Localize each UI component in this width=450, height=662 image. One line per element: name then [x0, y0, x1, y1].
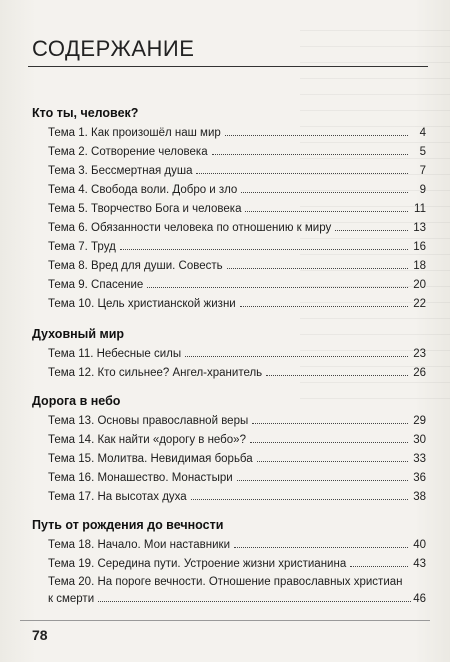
toc-entry-page: 40: [413, 539, 426, 551]
toc-entry-page: 4: [419, 127, 426, 139]
toc-entry-label: Тема 14. Как найти «дорогу в небо»?: [48, 434, 246, 446]
leader-dots: [250, 433, 408, 443]
toc-entry[interactable]: [48, 145, 426, 163]
toc-entry-label: Тема 11. Небесные силы: [48, 348, 182, 360]
toc-entry-page: 16: [413, 241, 426, 253]
toc-entry-label: Тема 10. Цель христианской жизни: [48, 298, 236, 310]
leader-dots: [147, 278, 408, 288]
toc-entry-label: Тема 1. Как произошёл наш мир: [48, 127, 221, 139]
leader-dots: [237, 471, 408, 481]
toc-entry-page: 7: [419, 165, 426, 177]
section-heading: Дорога в небо: [32, 394, 121, 408]
toc-entry-page: 13: [413, 222, 426, 234]
leader-dots: [212, 145, 408, 155]
toc-entry[interactable]: [48, 366, 426, 384]
toc-entry[interactable]: [48, 202, 426, 220]
toc-entry-label: Тема 13. Основы православной веры: [48, 415, 249, 427]
footer-divider: [20, 620, 430, 621]
toc-entry-page: 11: [414, 203, 426, 215]
toc-entry[interactable]: [48, 259, 426, 277]
toc-entry-label: Тема 3. Бессмертная душа: [48, 165, 193, 177]
leader-dots: [225, 126, 408, 136]
toc-entry[interactable]: [48, 557, 426, 575]
leader-dots: [227, 259, 408, 269]
toc-entry-label: Тема 7. Труд: [48, 241, 116, 253]
toc-entry[interactable]: [48, 221, 426, 239]
page-number: 78: [32, 627, 48, 643]
toc-entry-label: Тема 9. Спасение: [48, 279, 144, 291]
toc-entry-page: 36: [413, 472, 426, 484]
section-heading: Кто ты, человек?: [32, 106, 139, 120]
toc-entry-page: 30: [413, 434, 426, 446]
section-heading: Духовный мир: [32, 327, 125, 341]
leader-dots: [191, 490, 408, 500]
toc-entry-label: Тема 19. Середина пути. Устроение жизни христианина: [48, 558, 347, 570]
leader-dots: [245, 202, 408, 212]
toc-entry-label: Тема 5. Творчество Бога и человека: [48, 203, 242, 215]
toc-entry-page: 26: [413, 367, 426, 379]
toc-entry-label: Тема 8. Вред для души. Совесть: [48, 260, 223, 272]
toc-entry-page: 23: [413, 348, 426, 360]
toc-entry-label-continuation: к смерти: [48, 593, 95, 605]
leader-dots: [241, 183, 408, 193]
toc-entry-page: 46: [413, 593, 426, 605]
toc-entry[interactable]: [48, 471, 426, 489]
leader-dots: [120, 240, 408, 250]
section-heading: Путь от рождения до вечности: [32, 518, 224, 532]
toc-entry[interactable]: [48, 433, 426, 451]
leader-dots: [98, 592, 411, 602]
toc-entry-page: 9: [419, 184, 426, 196]
toc-entry-page: 20: [413, 279, 426, 291]
toc-entry-page: 22: [413, 298, 426, 310]
toc-entry[interactable]: [48, 240, 426, 258]
leader-dots: [234, 538, 408, 548]
toc-entry-label: Тема 17. На высотах духа: [48, 491, 187, 503]
toc-entry[interactable]: [48, 538, 426, 556]
toc-entry[interactable]: [48, 414, 426, 432]
toc-entry[interactable]: [48, 347, 426, 365]
toc-entry[interactable]: [48, 452, 426, 470]
leader-dots: [240, 297, 408, 307]
toc-entry-label: Тема 20. На пороге вечности. Отношение православных христиан: [48, 576, 403, 588]
leader-dots: [350, 557, 408, 567]
toc-entry-page: 43: [413, 558, 426, 570]
toc-entry-page: 29: [413, 415, 426, 427]
toc-entry-label: Тема 18. Начало. Мои наставники: [48, 539, 231, 551]
toc-entry[interactable]: [48, 183, 426, 201]
toc-entry-label: Тема 2. Сотворение человека: [48, 146, 208, 158]
toc-entry-continuation[interactable]: [48, 592, 426, 610]
leader-dots: [266, 366, 408, 376]
toc-entry-label: Тема 12. Кто сильнее? Ангел-хранитель: [48, 367, 263, 379]
toc-entry-page: 18: [413, 260, 426, 272]
toc-entry-label: Тема 6. Обязанности человека по отношению к миру: [48, 222, 332, 234]
leader-dots: [335, 221, 408, 231]
toc-entry-page: 5: [419, 146, 426, 158]
toc-entry[interactable]: [48, 278, 426, 296]
toc-entry-label: Тема 15. Молитва. Невидимая борьба: [48, 453, 253, 465]
toc-entry-label: Тема 16. Монашество. Монастыри: [48, 472, 233, 484]
page-title: СОДЕРЖАНИЕ: [32, 36, 195, 61]
toc-entry[interactable]: [48, 126, 426, 144]
leader-dots: [252, 414, 408, 424]
leader-dots: [196, 164, 408, 174]
toc-entry-page: 33: [413, 453, 426, 465]
toc-entry[interactable]: [48, 164, 426, 182]
leader-dots: [185, 347, 408, 357]
title-divider: [28, 66, 428, 67]
toc-entry-label: Тема 4. Свобода воли. Добро и зло: [48, 184, 238, 196]
toc-entry-page: 38: [413, 491, 426, 503]
leader-dots: [257, 452, 408, 462]
toc-entry[interactable]: [48, 297, 426, 315]
toc-entry[interactable]: [48, 490, 426, 508]
